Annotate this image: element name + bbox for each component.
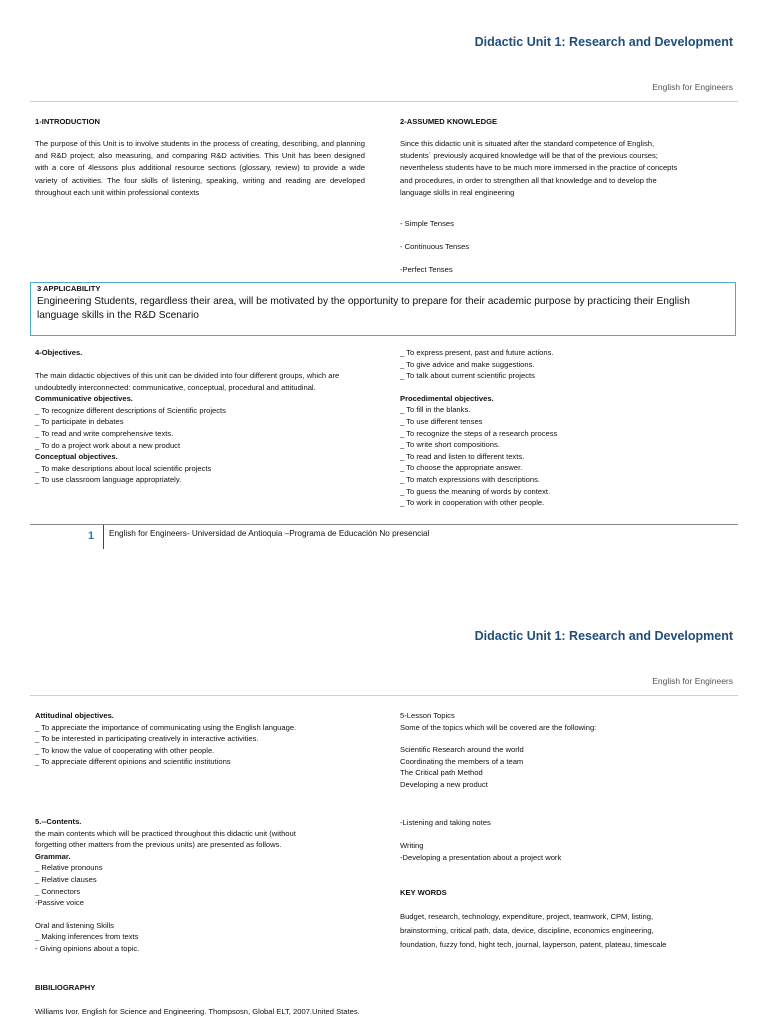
objectives-line: _ To read and write comprehensive texts. xyxy=(35,428,174,438)
contents-line: _ Relative clauses xyxy=(35,874,97,884)
objectives-line: _ To read and listen to different texts. xyxy=(400,451,525,461)
oral-skills-line: - Giving opinions about a topic. xyxy=(35,943,140,953)
contents-section xyxy=(35,816,375,955)
bibliography-entry: Williams Ivor. English for Science and Engineering. Thompsosn, Global ELT, 2007.United States. xyxy=(35,1007,360,1016)
objectives-line: Procedimental objectives. xyxy=(400,393,494,403)
objectives-line: _ To use classroom language appropriately. xyxy=(35,475,182,485)
contents-line: forgetting other matters from the previous units) are presented as follows. xyxy=(35,840,282,850)
contents-line: 5.--Contents. xyxy=(35,817,82,826)
assumed-line: language skills in real engineering xyxy=(400,187,515,197)
assumed-line: Since this didactic unit is situated after the standard competence of English, xyxy=(400,139,655,148)
writing-section xyxy=(400,840,561,863)
lesson-line: 5-Lesson Topics xyxy=(400,711,455,720)
key-words-list xyxy=(400,910,745,952)
objectives-line: _ To fill in the blanks. xyxy=(400,405,471,415)
key-words-line: Budget, research, technology, expenditure, project, teamwork, CPM, listing, xyxy=(400,912,654,921)
objectives-heading: 4-Objectives. xyxy=(35,348,83,357)
assumed-knowledge-text xyxy=(400,138,740,199)
page-1-header-subtitle: English for Engineers xyxy=(652,82,733,92)
objectives-line: _ To talk about current scientific projects xyxy=(400,371,535,381)
topic-line: Coordinating the members of a team xyxy=(400,756,524,766)
tense-item-continuous: - Continuous Tenses xyxy=(400,242,470,251)
oral-skills-line: _ Making inferences from texts xyxy=(35,932,139,942)
objectives-line: undoubtedly interconnected: communicative, conceptual, procedural and attitudinal. xyxy=(35,382,316,392)
page-1-footer-divider xyxy=(30,524,738,525)
listening-line: -Listening and taking notes xyxy=(400,818,491,827)
page-number: 1 xyxy=(88,530,95,542)
applicability-box xyxy=(30,282,736,336)
objectives-line: Conceptual objectives. xyxy=(35,452,118,462)
attitudinal-line: Attitudinal objectives. xyxy=(35,711,114,720)
objectives-line: _ To work in cooperation with other people. xyxy=(400,498,545,508)
objectives-line: _ To use different tenses xyxy=(400,416,483,426)
objectives-line: _ To do a project work about a new product xyxy=(35,440,181,450)
objectives-line: _ To match expressions with descriptions. xyxy=(400,474,540,484)
objectives-line: Communicative objectives. xyxy=(35,394,133,404)
page-footer-text: English for Engineers- Universidad de Antioquia –Programa de Educación No presencial xyxy=(109,529,430,538)
applicability-heading: 3 APPLICABILITY xyxy=(37,284,101,293)
key-words-line: brainstorming, critical path, data, device, discipline, economics engineering, xyxy=(400,926,654,935)
page-2-header-divider xyxy=(30,695,738,696)
contents-line: _ Relative pronouns xyxy=(35,863,103,873)
topic-line: Developing a new product xyxy=(400,779,488,789)
objectives-line: _ To make descriptions about local scientific projects xyxy=(35,463,212,473)
objectives-line: _ To choose the appropriate answer. xyxy=(400,463,523,473)
applicability-text: Engineering Students, regardless their area, will be motivated by the opportunity to prepare for their academic purpose by practicing their English language skills in the R&D Scenario xyxy=(37,296,690,321)
bibliography-heading: BIBILIOGRAPHY xyxy=(35,983,96,992)
contents-line: the main contents which will be practiced throughout this didactic unit (without xyxy=(35,828,296,838)
assumed-line: students´ previously acquired knowledge will be that of the previous courses; xyxy=(400,151,658,161)
attitudinal-line: _ To know the value of cooperating with other people. xyxy=(35,745,215,755)
tense-item-perfect: -Perfect Tenses xyxy=(400,265,453,274)
attitudinal-line: _ To be interested in participating creatively in interactive activities. xyxy=(35,734,259,744)
page-1-header-divider xyxy=(30,101,738,102)
page-2-header-title: Didactic Unit 1: Research and Development xyxy=(474,629,733,643)
objectives-line: The main didactic objectives of this unit can be divided into four different groups, which are xyxy=(35,371,340,380)
assumed-line: and procedures, in order to strengthen all that knowledge and to develop the xyxy=(400,175,657,185)
tense-item-simple: - Simple Tenses xyxy=(400,219,454,228)
objectives-line: _ To recognize different descriptions of Scientific projects xyxy=(35,405,226,415)
lesson-line: Some of the topics which will be covered are the following: xyxy=(400,722,597,732)
attitudinal-line: _ To appreciate different opinions and scientific institutions xyxy=(35,757,231,767)
writing-line: Writing xyxy=(400,841,424,850)
introduction-heading: 1-INTRODUCTION xyxy=(35,117,100,126)
attitudinal-objectives xyxy=(35,710,375,768)
oral-skills-line: Oral and listening Skills xyxy=(35,920,114,930)
introduction-text: The purpose of this Unit is to involve students in the process of creating, describing, and planning and R&D project; also measuring, and comparing R&D activities. This Unit has been designed with a core of 4lessons plus additional resource sections (glossary, review) to provide a wide variety of activities. The four skills of listening, speaking, writing and reading are developed throughout each unit within professional contexts xyxy=(35,139,365,197)
page-number-separator xyxy=(103,525,104,549)
contents-line: Grammar. xyxy=(35,851,71,861)
key-words-heading: KEY WORDS xyxy=(400,888,447,897)
lesson-topics-section xyxy=(400,710,740,791)
objectives-line: _ To give advice and make suggestions. xyxy=(400,359,535,369)
page-1-header-title: Didactic Unit 1: Research and Development xyxy=(474,35,733,49)
contents-line: -Passive voice xyxy=(35,898,84,908)
topic-line: The Critical path Method xyxy=(400,768,483,778)
objectives-right-column xyxy=(400,347,740,509)
assumed-line: nevertheless students have to be much more immersed in the practice of concepts xyxy=(400,163,678,173)
objectives-left-column xyxy=(35,370,365,486)
key-words-line: foundation, fuzzy fond, hight tech, journal, layperson, patent, plateau, timescale xyxy=(400,940,667,949)
objectives-line: _ To recognize the steps of a research process xyxy=(400,428,558,438)
objectives-line: _ To participate in debates xyxy=(35,417,124,427)
page-2-header-subtitle: English for Engineers xyxy=(652,676,733,686)
contents-line: _ Connectors xyxy=(35,886,81,896)
objectives-line: _ To express present, past and future actions. xyxy=(400,348,554,357)
objectives-line: _ To guess the meaning of words by context. xyxy=(400,486,551,496)
attitudinal-line: _ To appreciate the importance of communicating using the English language. xyxy=(35,722,297,732)
objectives-line: _ To write short compositions. xyxy=(400,440,500,450)
topic-line: Scientific Research around the world xyxy=(400,745,524,755)
writing-line: -Developing a presentation about a project work xyxy=(400,852,562,862)
assumed-knowledge-heading: 2-ASSUMED KNOWLEDGE xyxy=(400,117,498,126)
